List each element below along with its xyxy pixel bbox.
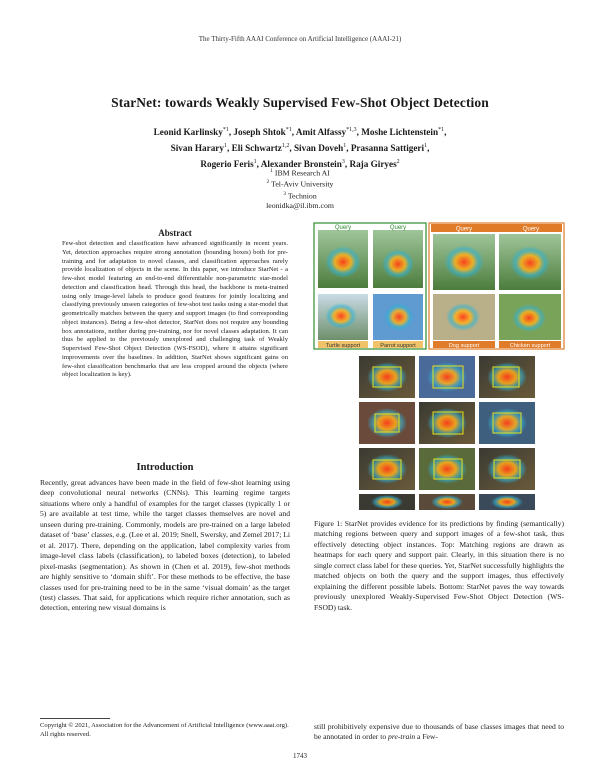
query-label: Query — [455, 226, 473, 233]
affiliations — [150, 167, 450, 211]
query-image-4 — [499, 234, 561, 290]
query-label: Query — [389, 225, 407, 231]
author-name: Eli Schwartz — [231, 143, 282, 154]
support-label: Chicken support — [509, 343, 551, 349]
author-name: Moshe Lichtenstein — [361, 127, 439, 138]
query-image-2 — [373, 230, 423, 288]
affiliation-line: $^3$ Technion — [283, 190, 317, 201]
page-number: 1743 — [293, 752, 307, 760]
query-image-3 — [433, 234, 495, 290]
author-affil-sup: *1 — [285, 127, 292, 133]
author-name: Rogerio Feris — [200, 159, 254, 170]
affiliation-line: $^2$ Tel-Aviv University — [266, 179, 334, 189]
affiliation-line: $^1$ IBM Research AI — [270, 168, 330, 178]
author-affil-sup: *1,3 — [346, 127, 357, 133]
author-affil-sup: 1,2 — [281, 143, 290, 150]
author-name: Amit Alfassy — [295, 127, 347, 138]
dog-support-image — [433, 294, 495, 340]
author-name: Alexander Bronstein — [260, 159, 342, 170]
paper-title: StarNet: towards Weakly Supervised Few-Shot Object Detection — [111, 95, 489, 110]
figure-1-caption: Figure 1: StarNet provides evidence for its predictions by finding (semantically) matching regions between query and support images of a few-shot task, thus effectively detecting object instances. Top: Matching regions are drawn as heatmaps for each query and support pair. Clearly, in this situation there is no single correct class label for these queries. Yet, StarNet successfully highlights the matched objects on both the query and the support images, thus effectively explaining the different possible labels. Bottom: StarNet paves the way towards previously unexplored Weakly-Supervised Few-Shot Object Detection (WS-FSOD) task. — [314, 519, 564, 612]
contact-email: leonidka@il.ibm.com — [266, 201, 334, 211]
right-column-text — [314, 722, 564, 743]
author-name: Sivan Doveh — [293, 143, 344, 154]
query-label: Query — [334, 225, 352, 231]
author-name: Leonid Karlinsky — [153, 127, 223, 138]
support-label: Turtle support — [325, 343, 361, 349]
introduction-heading: Introduction — [136, 462, 194, 473]
turtle-support-image — [318, 294, 368, 340]
figure-1 — [313, 222, 565, 512]
author-list — [60, 123, 540, 171]
abstract-text: Few-shot detection and classification have advanced significantly in recent years. Yet, detection approaches require strong annotation (bounding boxes) both for pre-training and for adaptation to novel classes, and classification approaches rarely provide localization of objects in the scene. In this paper, we introduce StarNet - a few-shot model featuring an end-to-end differentiable non-parametric star-model detection and classification head. Through this head, the backbone is meta-trained using only image-level labels to produce good features for jointly localizing and classifying previously unseen categories of few-shot test tasks using a star-model that geometrically matches between the query and support images (to find corresponding object instances). Being a few-shot detector, StarNet does not require any bounding box annotations, neither during pre-training, nor for novel classes adaptation. It can thus be applied to the previously unexplored and challenging task of Weakly Supervised Few-Shot Object Detection (WS-FSOD), where it attains significant improvements over the baselines. In addition, StarNet shows significant gains on few-shot classification benchmarks that are less cropped around the objects (where object localization is key). — [62, 240, 288, 379]
copyright-notice: Copyright © 2021, Association for the Advancement of Artificial Intelligence (www.aaai.org). All rights reserved. — [40, 722, 289, 738]
author-affil-sup: 1 — [424, 143, 428, 150]
introduction-text: Recently, great advances have been made in the field of few-shot learning using deep convolutional neural networks (CNNs). This learning regime targets situations where only a handful of examples for the target classes (typically 1 or 5) are available at test time, while the target classes themselves are novel and unseen during pre-training. Commonly, models are pre-trained on a large labeled dataset of ‘base’ classes, e.g. (Lee et al. 2019; Snell, Swersky, and Zemel 2017; Li et al. 2017). There, depending on the application, label complexity varies from image-level class labels (classification), to labeled boxes (detection), to labeled pixel-masks (segmentation). As shown in (Chen et al. 2019), few-shot methods are highly sensitive to ‘domain shift’. For these methods to be effective, the base classes used for pre-training need to be in the same ‘visual domain’ as the target (test) classes. That said, for applications which require richer annotation, such as detection, entering new visual domains is — [40, 478, 290, 613]
author-name: Raja Giryes — [349, 159, 397, 170]
author-affil-sup: 1 — [343, 143, 347, 150]
support-label: Parrot support — [380, 343, 416, 349]
parrot-support-image — [373, 294, 423, 340]
author-affil-sup: 3 — [341, 159, 345, 166]
wsfsod-grid — [359, 356, 535, 510]
footnote-rule — [40, 718, 110, 719]
author-affil-sup: *1 — [222, 127, 229, 133]
author-line-1: Leonid Karlinsky$^{*1}$, Joseph Shtok$^{*1}$, Amit Alfassy$^{*1,3}$, Moshe Lichtenstein$^{*1}$, — [153, 127, 447, 138]
abstract-heading: Abstract — [158, 228, 192, 238]
support-label: Dog support — [448, 343, 480, 349]
query-image-1 — [318, 230, 368, 288]
right-column-continuation: still prohibitively expensive due to thousands of base classes images that need to be annotated in order to pre-train a Few- — [314, 722, 564, 742]
author-name: Joseph Shtok — [233, 127, 286, 138]
query-label: Query — [522, 226, 540, 233]
author-line-3: Rogerio Feris$^1$, Alexander Bronstein$^3$, Raja Giryes$^2$ — [200, 159, 400, 170]
author-affil-sup: 1 — [223, 143, 227, 150]
author-affil-sup: *1 — [438, 127, 445, 133]
author-affil-sup: 2 — [396, 159, 400, 166]
author-name: Sivan Harary — [170, 143, 224, 154]
conference-header: The Thirty-Fifth AAAI Conference on Artificial Intelligence (AAAI-21) — [198, 35, 402, 43]
chicken-support-image — [499, 294, 561, 340]
author-affil-sup: 1 — [253, 159, 257, 166]
author-name: Prasanna Sattigeri — [350, 143, 425, 154]
author-line-2: Sivan Harary$^1$, Eli Schwartz$^{1,2}$, Sivan Doveh$^1$, Prasanna Sattigeri$^1$, — [170, 143, 430, 154]
